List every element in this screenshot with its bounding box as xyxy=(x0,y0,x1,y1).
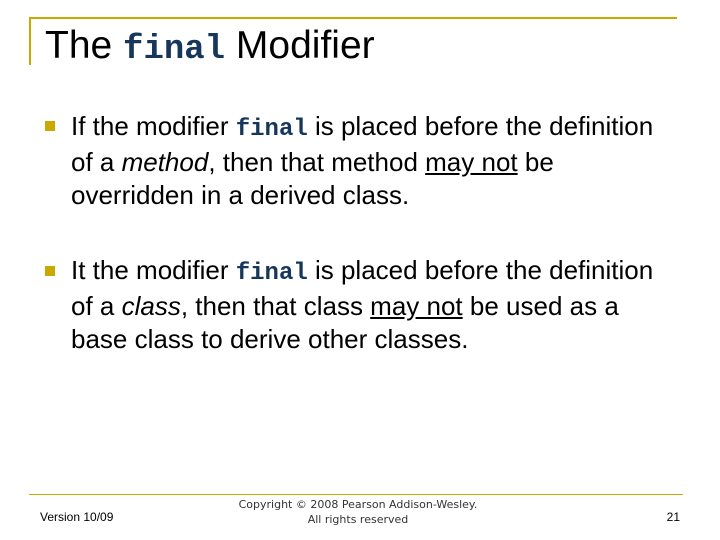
slide-title xyxy=(45,22,375,74)
bullet-1-part-7: be overridden in a derived class. xyxy=(71,147,554,210)
footer-page-number: 21 xyxy=(666,510,680,524)
title-code: final xyxy=(123,31,226,69)
bullet-2-part-7: be used as a base class to derive other classes. xyxy=(71,291,619,354)
bullet-marker-1 xyxy=(45,121,55,131)
bullet-1-part-5: , then that method xyxy=(208,147,426,177)
footer-version: Version 10/09 xyxy=(40,510,114,524)
title-prefix: The xyxy=(45,24,124,67)
bullet-2-code: final xyxy=(235,260,308,287)
title-suffix: Modifier xyxy=(225,24,375,67)
footer-copyright xyxy=(230,497,486,527)
bullet-1-code: final xyxy=(235,116,308,143)
bullet-1-italic: method xyxy=(121,147,209,177)
title-rule-left xyxy=(29,17,31,65)
bullet-text-2 xyxy=(71,254,681,356)
bullet-2-part-1: It the modifier xyxy=(71,255,236,285)
footer-copyright-line2: All rights reserved xyxy=(307,513,409,526)
footer-rule xyxy=(29,494,683,495)
bullet-marker-2 xyxy=(45,266,55,276)
bullet-2-part-3: is placed before the definition of a xyxy=(71,255,654,321)
title-rule-top xyxy=(29,17,677,19)
bullet-1-underline: may not xyxy=(425,147,518,177)
bullet-2-italic: class xyxy=(121,291,181,321)
bullet-2-part-5: , then that class xyxy=(180,291,371,321)
bullet-1-part-1: If the modifier xyxy=(71,111,236,141)
footer-copyright-line1: Copyright © 2008 Pearson Addison-Wesley. xyxy=(238,498,478,511)
bullet-text-1 xyxy=(71,110,681,212)
bullet-1-part-3: is placed before the definition of a xyxy=(71,111,654,177)
bullet-2-underline: may not xyxy=(370,291,463,321)
